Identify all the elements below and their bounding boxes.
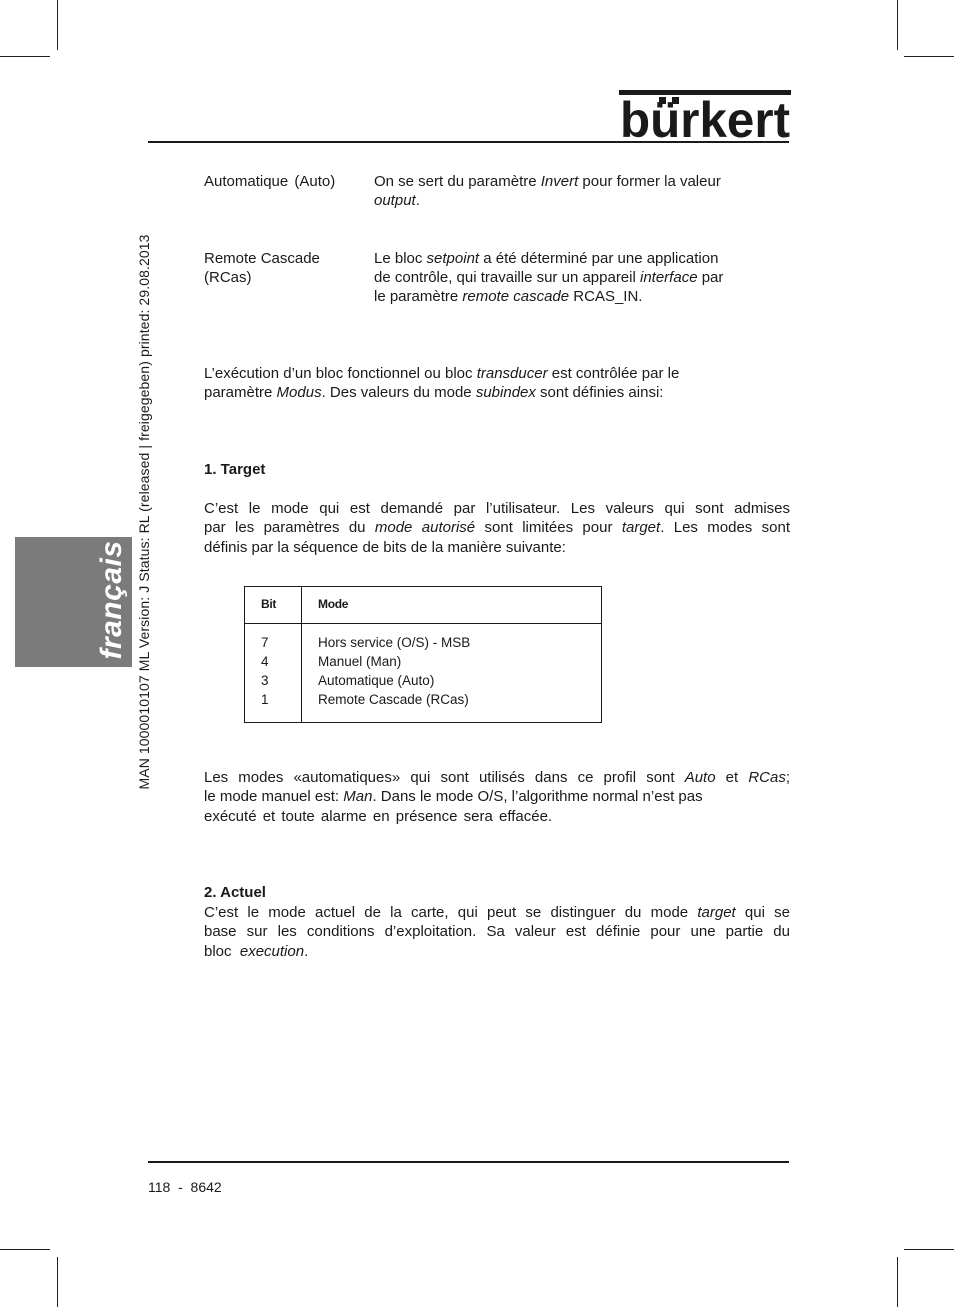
section-heading: 2. Actuel bbox=[204, 884, 266, 901]
table-cell-bit: 1 bbox=[261, 692, 269, 707]
definition-desc-line: le paramètre remote cascade RCAS_IN. bbox=[374, 288, 643, 305]
table-divider bbox=[301, 587, 302, 722]
crop-mark bbox=[57, 0, 58, 50]
crop-mark bbox=[57, 1257, 58, 1307]
section-heading: 1. Target bbox=[204, 461, 266, 478]
table-cell-bit: 4 bbox=[261, 654, 269, 669]
crop-mark bbox=[904, 1249, 954, 1250]
bit-mode-table bbox=[244, 586, 602, 723]
crop-mark bbox=[897, 1257, 898, 1307]
definition-desc-line: On se sert du paramètre Invert pour former la valeur bbox=[374, 173, 721, 190]
definition-desc-line: output. bbox=[374, 192, 420, 209]
table-cell-mode: Automatique (Auto) bbox=[318, 673, 435, 688]
table-divider bbox=[245, 623, 601, 624]
table-header-mode: Mode bbox=[318, 597, 349, 611]
definition-term: Automatique (Auto) bbox=[204, 173, 336, 190]
table-cell-mode: Remote Cascade (RCas) bbox=[318, 692, 469, 707]
definition-desc-line: Le bloc setpoint a été déterminé par une application bbox=[374, 250, 719, 267]
page-number: 118 - 8642 bbox=[148, 1179, 222, 1195]
table-cell-mode: Hors service (O/S) - MSB bbox=[318, 635, 471, 650]
crop-mark bbox=[904, 56, 954, 57]
header-rule bbox=[148, 141, 789, 143]
auto-modes-paragraph: Les modes «automatiques» qui sont utilisés dans ce profil sont Auto et RCas; le mode manuel est: Man. Dans le mode O/S, l’algorithme normal n’est pas exécuté et toute alarme en présence sera effacée. bbox=[204, 769, 790, 825]
document-meta-vertical: MAN 1000010107 ML Version: J Status: RL (released | freigegeben) printed: 29.08.2013 bbox=[136, 234, 152, 790]
table-header-bit: Bit bbox=[261, 597, 277, 611]
crop-mark bbox=[0, 1249, 50, 1250]
section-paragraph: C’est le mode actuel de la carte, qui peut se distinguer du mode target qui se base sur les conditions d’exploitation. Sa valeur est définie pour une partie du bloc execution. bbox=[204, 904, 791, 960]
definition-desc-line: de contrôle, qui travaille sur un appareil interface par bbox=[374, 269, 724, 286]
logo-text: bürkert bbox=[620, 92, 791, 140]
table-cell-bit: 7 bbox=[261, 635, 269, 650]
table-cell-bit: 3 bbox=[261, 673, 269, 688]
burkert-logo bbox=[619, 90, 791, 140]
table-cell-mode: Manuel (Man) bbox=[318, 654, 402, 669]
footer-rule bbox=[148, 1161, 789, 1163]
crop-mark bbox=[897, 0, 898, 50]
definition-term: Remote Cascade bbox=[204, 250, 320, 267]
intro-paragraph: L’exécution d’un bloc fonctionnel ou bloc transducer est contrôlée par le paramètre Modus. Des valeurs du mode subindex sont définies ainsi: bbox=[204, 365, 680, 402]
crop-mark bbox=[0, 56, 50, 57]
definition-term: (RCas) bbox=[204, 269, 252, 286]
language-tab-label: français bbox=[95, 540, 128, 660]
section-paragraph: C’est le mode qui est demandé par l’utilisateur. Les valeurs qui sont admises par les paramètres du mode autorisé sont limitées pour target. Les modes sont définis par la séquence de bits de la manière suivante: bbox=[204, 500, 791, 556]
